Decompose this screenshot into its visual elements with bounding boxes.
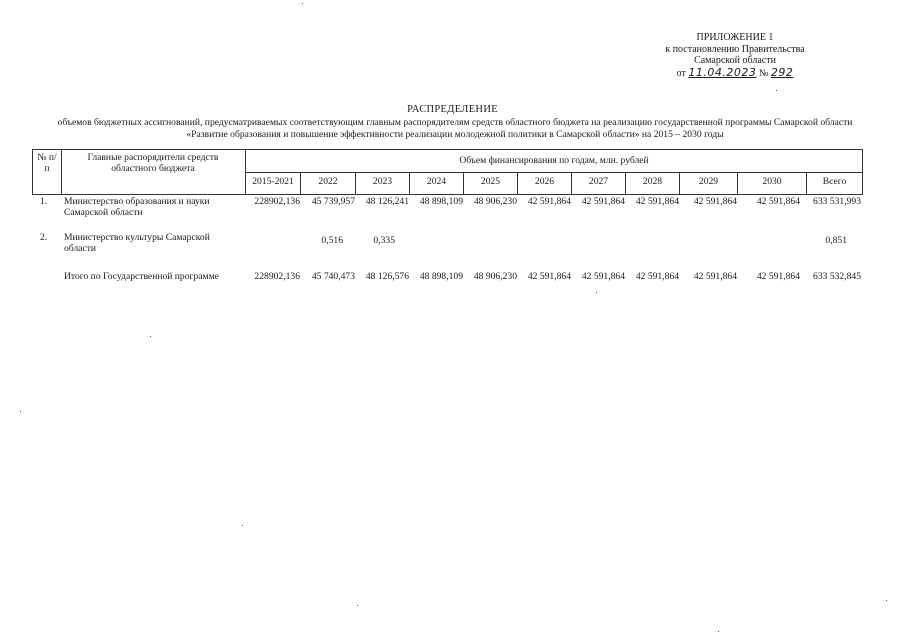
header-year: 2029: [698, 176, 719, 187]
group-divider: [246, 172, 862, 173]
table-cell: 228902,136: [254, 196, 300, 207]
table-cell: 48 906,230: [473, 196, 517, 207]
header-total: Всего: [822, 176, 847, 187]
row-name: Министерство культуры Самарской области: [64, 232, 210, 254]
header-year: 2030: [762, 176, 782, 187]
number-prefix: №: [758, 67, 769, 79]
total-cell: 42 591,864: [756, 271, 800, 282]
total-row-name: Итого по Государственной программе: [64, 271, 219, 282]
table-cell: 0,335: [373, 235, 395, 246]
appendix-decree: к постановлению Правительства: [665, 43, 805, 55]
appendix-region: Самарской области: [694, 55, 776, 66]
scan-speck: [718, 631, 719, 632]
header-year: 2025: [480, 176, 501, 187]
row-number: 1.: [40, 196, 48, 207]
total-cell: 45 740,473: [311, 271, 355, 282]
table-cell: 48 898,109: [419, 196, 463, 207]
left-border: [32, 149, 33, 195]
scan-speck: [20, 411, 21, 412]
appendix-date-line: [600, 67, 870, 80]
document-title: РАСПРЕДЕЛЕНИЕ: [407, 104, 498, 115]
header-year: 2022: [318, 176, 338, 187]
table-cell: 45 739,957: [311, 196, 355, 207]
total-cell: 42 591,864: [581, 271, 625, 282]
header-funding: Объем финансирования по годам, млн. рублей: [459, 155, 649, 166]
table-cell: 42 591,864: [635, 196, 679, 207]
table-cell: 42 591,864: [527, 196, 571, 207]
table-cell: 42 591,864: [693, 196, 737, 207]
header-year: 2023: [372, 176, 393, 187]
appendix-title: ПРИЛОЖЕНИЕ 1: [696, 32, 774, 43]
scan-speck: [242, 525, 243, 526]
row-name: Министерство образования и науки Самарской области: [64, 196, 210, 218]
num-col-divider: [61, 149, 62, 195]
header-year: 2028: [642, 176, 663, 187]
header-year: 2027: [588, 176, 609, 187]
scan-speck: [886, 600, 887, 601]
right-border: [862, 149, 863, 195]
total-cell: 48 898,109: [419, 271, 463, 282]
date-prefix: от: [676, 67, 686, 79]
table-cell-total: 0,851: [825, 235, 847, 246]
total-cell: 48 126,576: [365, 271, 409, 282]
appendix-block: [600, 32, 870, 79]
table-cell: 42 591,864: [581, 196, 625, 207]
total-cell: 48 906,230: [473, 271, 517, 282]
total-cell: 42 591,864: [693, 271, 737, 282]
table-cell: 42 591,864: [756, 196, 800, 207]
total-cell: 228902,136: [254, 271, 300, 282]
header-year: 2026: [534, 176, 555, 187]
table-cell: 0,516: [321, 235, 343, 246]
total-cell: 42 591,864: [635, 271, 679, 282]
table-cell: 48 126,241: [365, 196, 409, 207]
total-cell-total: 633 532,845: [813, 271, 861, 282]
scan-speck: [150, 336, 151, 337]
scan-speck: [357, 605, 358, 606]
handwritten-date: 11.04.2023: [688, 65, 757, 79]
header-name: Главные распорядители средств областного бюджета: [87, 152, 219, 174]
table-cell-total: 633 531,993: [813, 196, 861, 207]
handwritten-number: 292: [770, 65, 794, 79]
scan-speck: [302, 3, 303, 4]
header-num: № п/п: [37, 152, 57, 174]
scan-speck: [776, 90, 777, 91]
document-subtitle: объемов бюджетных ассигнований, предусматриваемых соответствующим главным распорядителям средств областного бюджета на реализацию государственной программы Самарской области «Развитие образования и повышение эффективности реализации молодежной политики в Самарской области» на 2015 – 2030 годы: [57, 117, 853, 140]
row-number: 2.: [40, 232, 48, 243]
total-cell: 42 591,864: [527, 271, 571, 282]
header-year: 2024: [426, 176, 447, 187]
scan-speck: [596, 292, 597, 293]
table-top-border: [32, 149, 862, 150]
header-year: 2015-2021: [252, 176, 294, 187]
